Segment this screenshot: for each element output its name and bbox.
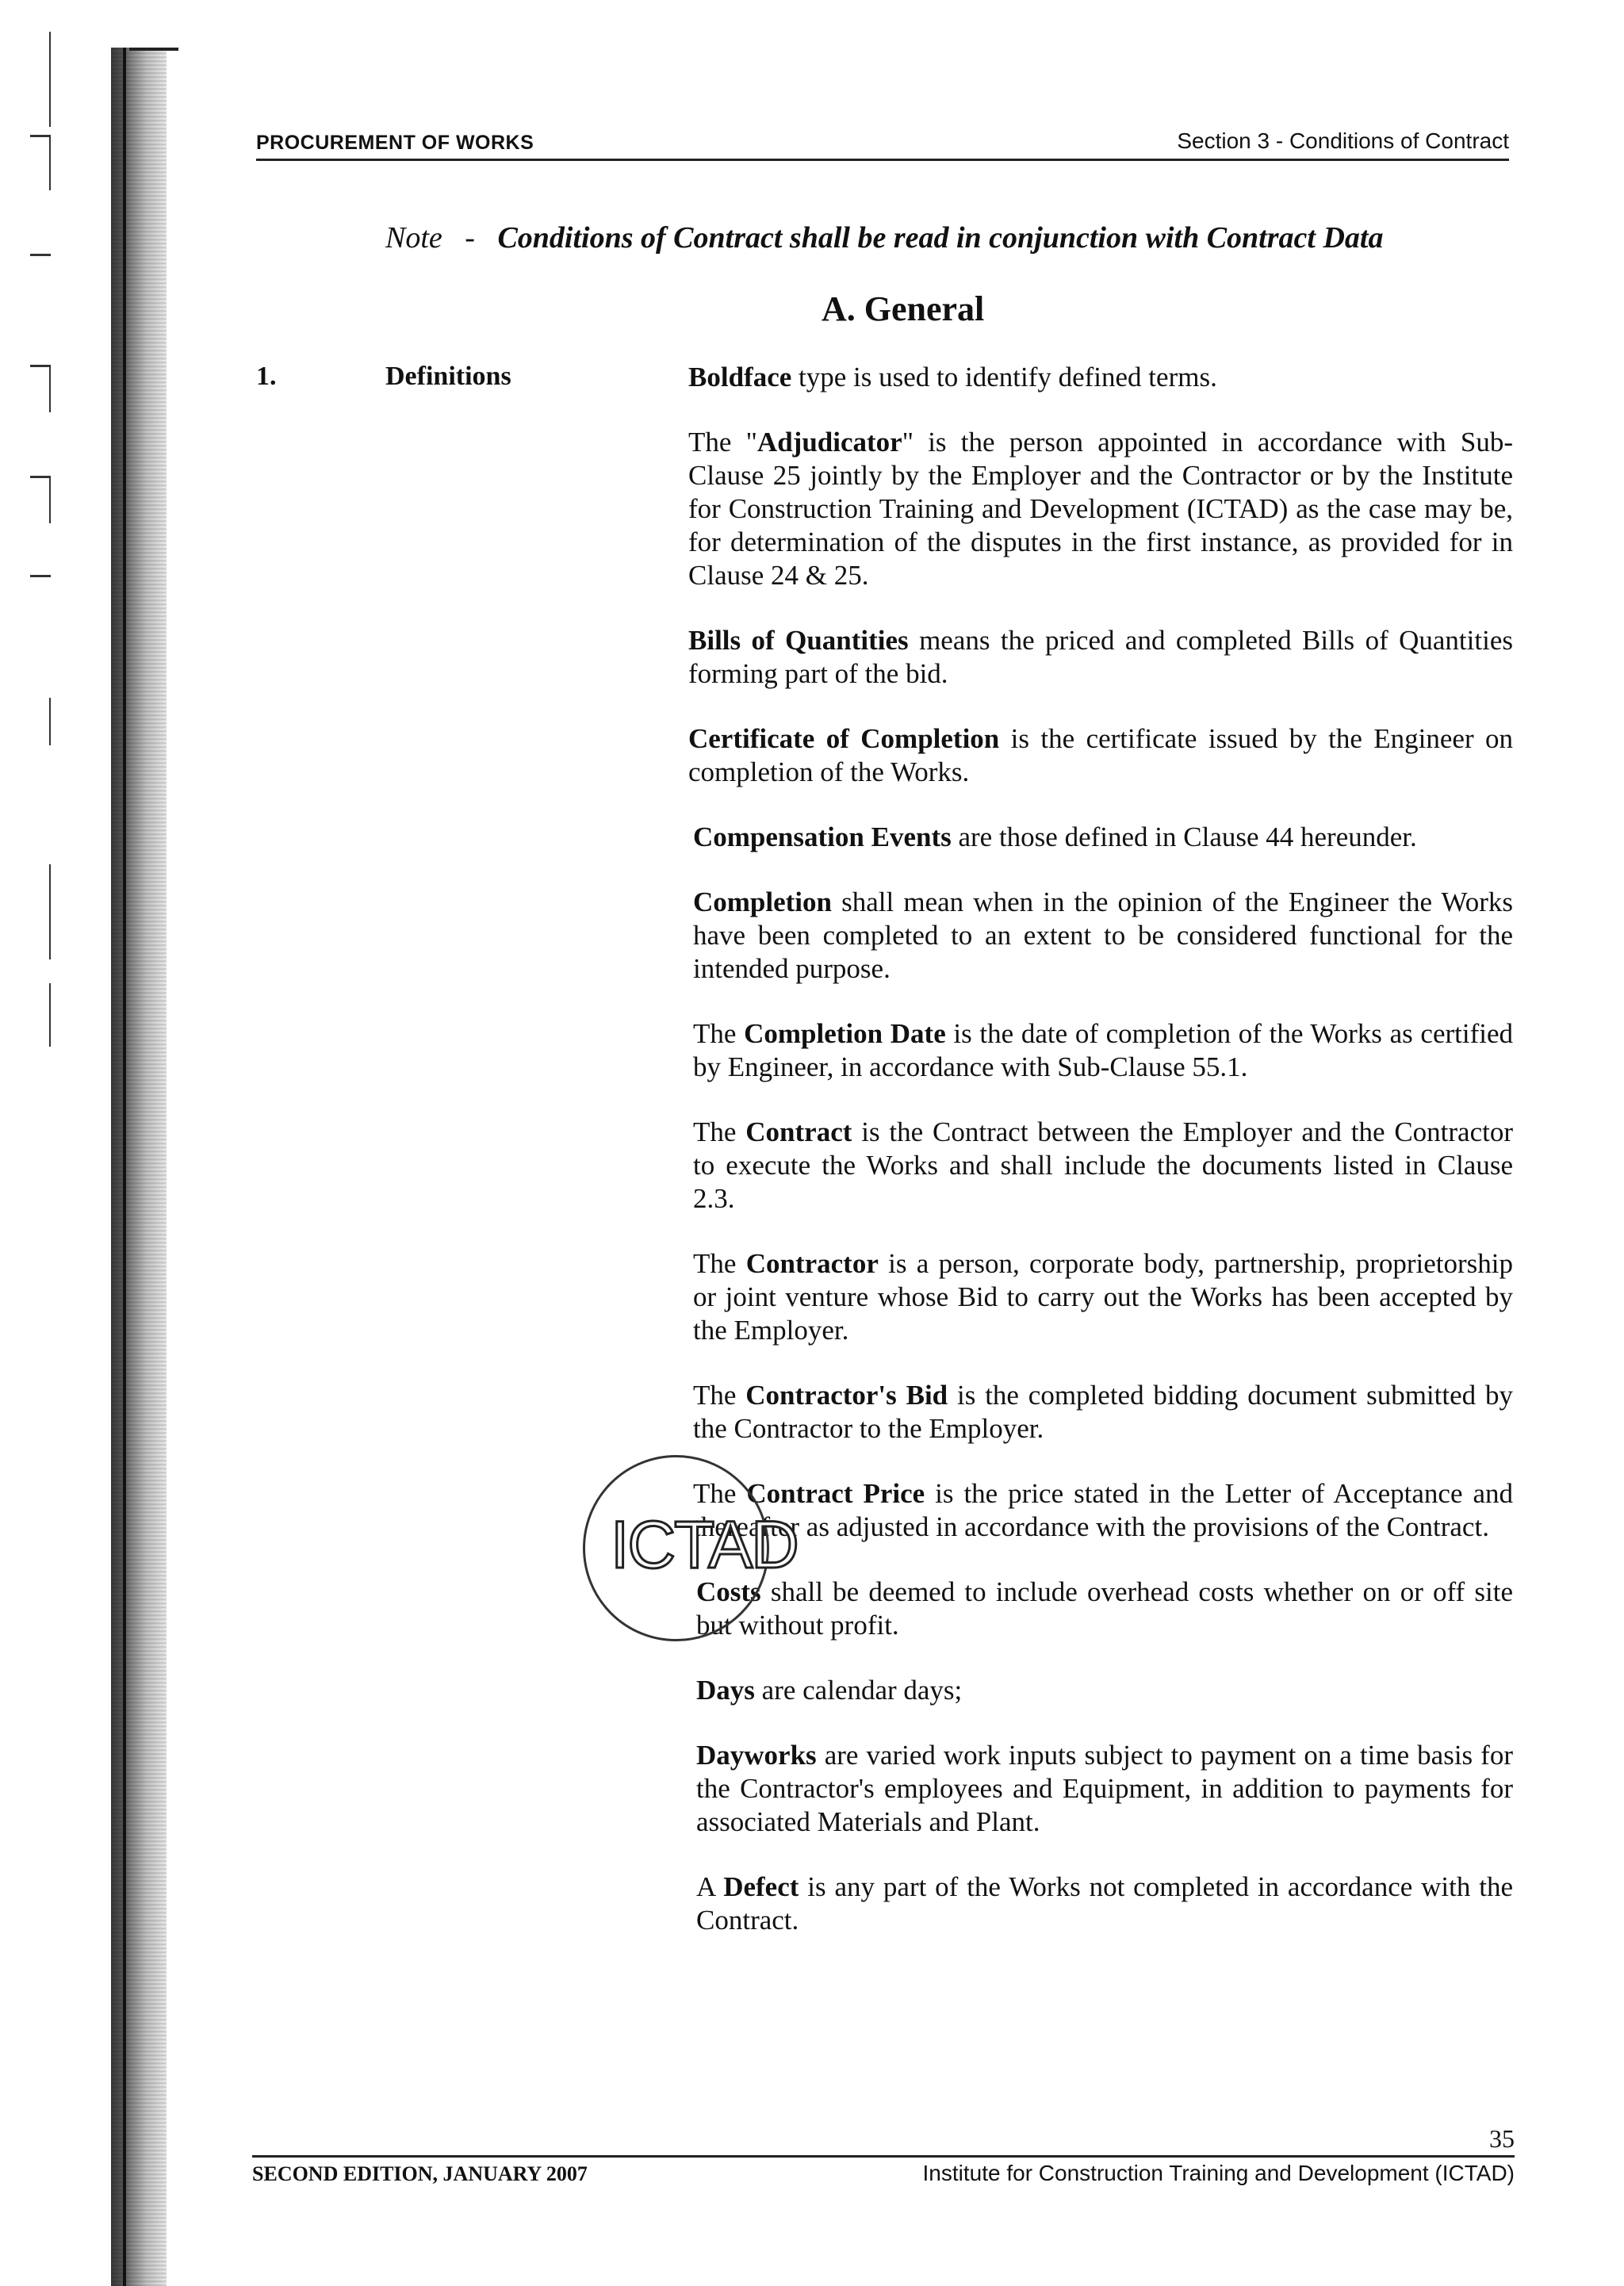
footer-publisher: Institute for Construction Training and Development (ICTAD)	[922, 2161, 1515, 2185]
ictad-stamp-text: ICTAD	[611, 1507, 798, 1582]
definition-completion: Completion shall mean when in the opinion of the Engineer the Works have been completed to an extent to be considered functional for the intended purpose.	[693, 886, 1513, 984]
margin-line	[49, 476, 51, 523]
definition-contractors-bid: The Contractor's Bid is the completed bidding document submitted by the Contractor to the Employer.	[693, 1380, 1513, 1444]
margin-dash	[30, 575, 51, 577]
definition-adjudicator: The "Adjudicator" is the person appointed in accordance with Sub-Clause 25 jointly by the Employer and the Contractor or by the Institute for Construction Training and Development (ICTAD) as the case may be, for determination of the disputes in the first instance, as provided for in Clause 24 & 25.	[688, 427, 1514, 591]
margin-dash	[30, 476, 51, 478]
margin-line	[49, 135, 51, 190]
definition-dayworks: Dayworks are varied work inputs subject to payment on a time basis for the Contractor's employees and Equipment, in addition to payments for associated Materials and Plant.	[696, 1740, 1513, 1837]
definition-boldface: Boldface type is used to identify defined terms.	[688, 362, 1217, 392]
note-text: Conditions of Contract shall be read in conjunction with Contract Data	[497, 221, 1384, 255]
definition-costs: Costs shall be deemed to include overhead costs whether on or off site but without profit.	[696, 1576, 1513, 1641]
definition-contract: The Contract is the Contract between the Employer and the Contractor to execute the Works and shall include the documents listed in Clause 2.3.	[693, 1116, 1513, 1214]
note-label: Note	[385, 221, 442, 255]
definition-certificate-of-completion: Certificate of Completion is the certificate issued by the Engineer on completion of the Works.	[688, 723, 1514, 787]
section-heading: A. General	[822, 289, 985, 328]
clause-title: Definitions	[385, 362, 511, 391]
margin-dash	[30, 254, 51, 256]
margin-line	[49, 698, 51, 745]
scan-binding-shadow	[111, 48, 167, 2286]
note-dash: -	[465, 221, 475, 255]
definition-contract-price: The Contract Price is the price stated in the Letter of Acceptance and thereafter as adjusted in accordance with the provisions of the Contract.	[693, 1478, 1513, 1542]
margin-dash	[30, 365, 51, 367]
definition-days: Days are calendar days;	[696, 1675, 963, 1706]
conditions-note	[385, 220, 1383, 255]
definition-compensation-events: Compensation Events are those defined in Clause 44 hereunder.	[693, 821, 1417, 852]
page-footer	[252, 2124, 1515, 2205]
page-number: 35	[1489, 2124, 1515, 2153]
page-header	[256, 127, 1509, 161]
scan-binding-edge	[123, 48, 126, 2286]
footer-edition: SECOND EDITION, JANUARY 2007	[252, 2162, 588, 2185]
margin-line	[49, 983, 51, 1047]
margin-line	[49, 365, 51, 412]
header-doc-title: PROCUREMENT OF WORKS	[256, 132, 534, 154]
scan-binding-cap	[129, 48, 178, 51]
margin-line	[49, 32, 51, 127]
definitions-list	[688, 361, 1513, 1969]
definition-bills-of-quantities: Bills of Quantities means the priced and completed Bills of Quantities forming part of the bid.	[688, 625, 1513, 689]
margin-line	[49, 864, 51, 959]
margin-dash	[30, 135, 51, 137]
clause-number: 1.	[256, 362, 277, 391]
definition-contractor: The Contractor is a person, corporate body, partnership, proprietorship or joint venture whose Bid to carry out the Works has been accepted by the Employer.	[693, 1248, 1513, 1346]
definition-completion-date: The Completion Date is the date of completion of the Works as certified by Engineer, in accordance with Sub-Clause 55.1.	[693, 1018, 1513, 1082]
header-section-title: Section 3 - Conditions of Contract	[1177, 128, 1509, 153]
definition-defect: A Defect is any part of the Works not completed in accordance with the Contract.	[696, 1871, 1513, 1936]
